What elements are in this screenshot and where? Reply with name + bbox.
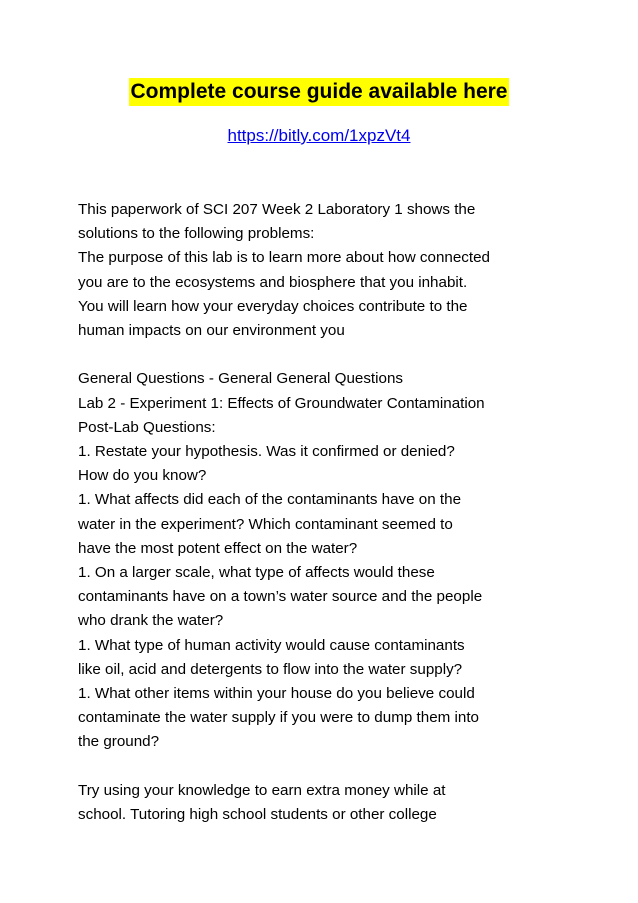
- text-line: The purpose of this lab is to learn more about how connected: [78, 249, 490, 267]
- course-guide-link[interactable]: https://bitly.com/1xpzVt4: [227, 126, 411, 145]
- text-line: Lab 2 - Experiment 1: Effects of Groundwater Contamination: [78, 394, 485, 412]
- text-line: 1. Restate your hypothesis. Was it confirmed or denied?: [78, 443, 455, 461]
- text-line: How do you know?: [78, 467, 207, 485]
- text-line: contaminate the water supply if you were to dump them into: [78, 709, 479, 727]
- text-line: have the most potent effect on the water?: [78, 539, 358, 557]
- text-line: contaminants have on a town’s water source and the people: [78, 588, 483, 606]
- text-line: who drank the water?: [78, 612, 224, 630]
- closing-paragraph: [78, 779, 578, 827]
- text-line: 1. What affects did each of the contaminants have on the: [78, 491, 462, 509]
- text-line: 1. What type of human activity would cause contaminants: [78, 636, 465, 654]
- text-line: General Questions - General General Questions: [78, 370, 404, 388]
- text-line: You will learn how your everyday choices contribute to the: [78, 297, 468, 315]
- text-line: you are to the ecosystems and biosphere that you inhabit.: [78, 273, 468, 291]
- text-line: This paperwork of SCI 207 Week 2 Laboratory 1 shows the: [78, 201, 476, 218]
- link-line: [0, 124, 638, 148]
- paragraph-gap: [78, 343, 578, 367]
- intro-paragraph: [78, 198, 578, 343]
- text-line: school. Tutoring high school students or other college: [78, 806, 437, 824]
- questions-paragraph: [78, 367, 578, 754]
- document-body: [78, 198, 578, 827]
- header: [0, 78, 638, 106]
- text-line: Post-Lab Questions:: [78, 418, 216, 436]
- course-guide-headline: Complete course guide available here: [129, 78, 510, 106]
- text-line: water in the experiment? Which contaminant seemed to: [78, 515, 453, 533]
- text-line: 1. On a larger scale, what type of affects would these: [78, 564, 435, 582]
- paragraph-gap: [78, 755, 578, 779]
- text-line: solutions to the following problems:: [78, 225, 315, 243]
- text-line: Try using your knowledge to earn extra money while at: [78, 781, 446, 799]
- text-line: the ground?: [78, 733, 160, 751]
- text-line: like oil, acid and detergents to flow into the water supply?: [78, 660, 463, 678]
- text-line: human impacts on our environment you: [78, 322, 345, 340]
- text-line: 1. What other items within your house do you believe could: [78, 685, 475, 703]
